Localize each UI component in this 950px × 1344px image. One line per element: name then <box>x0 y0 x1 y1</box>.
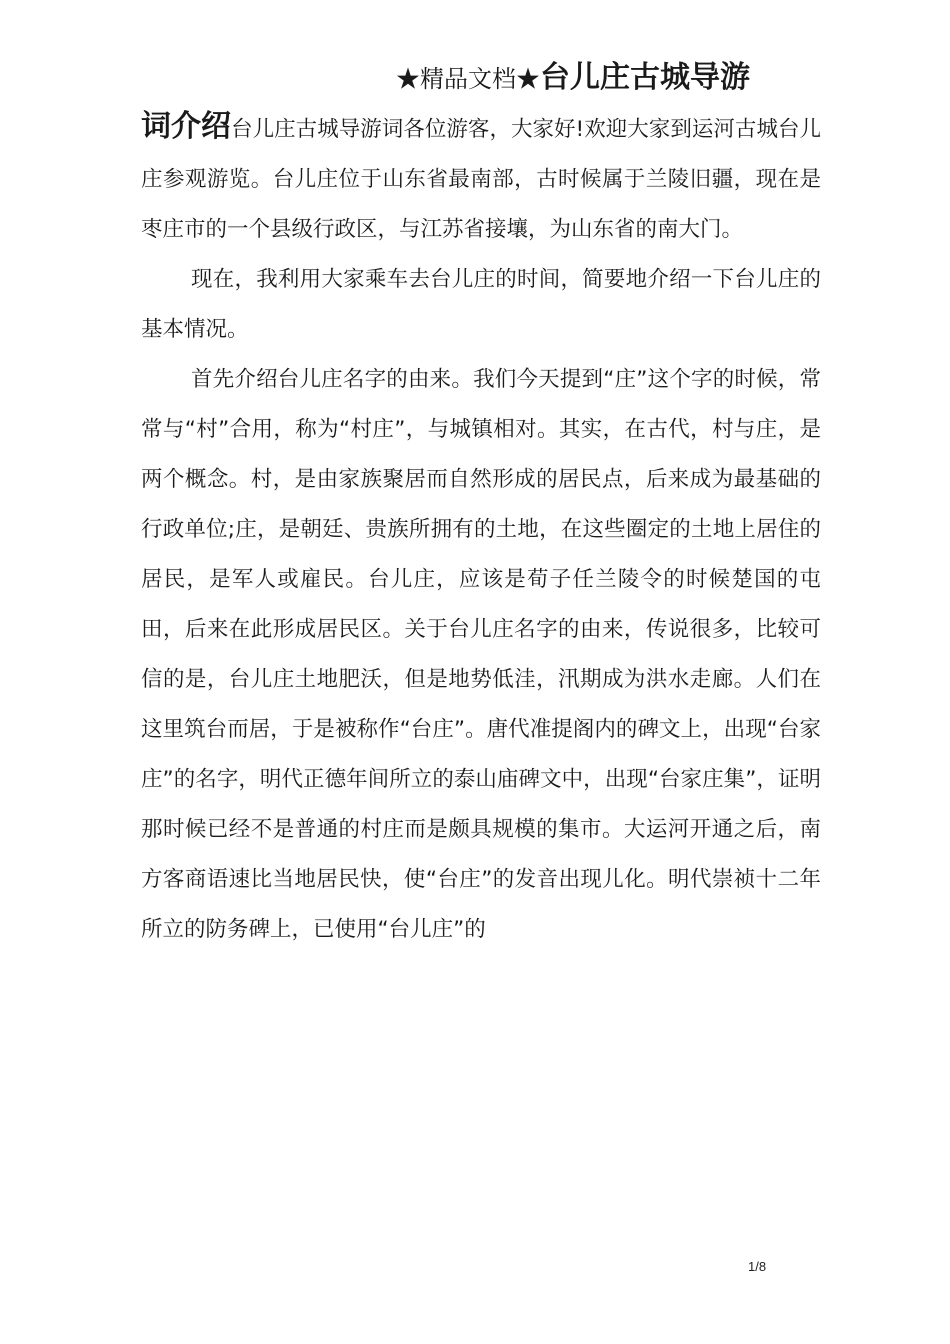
document-title-line <box>396 56 836 104</box>
paragraph-name-origin: 首先介绍台儿庄名字的由来。我们今天提到“庄”这个字的时候，常常与“村”合用，称为“村庄”，与城镇相对。其实，在古代，村与庄，是两个概念。村，是由家族聚居而自然形成的居民点，后来成为最基础的行政单位;庄，是朝廷、贵族所拥有的土地，在这些圈定的土地上居住的居民，是军人或雇民。台儿庄，应该是荀子任兰陵令的时候楚国的屯田，后来在此形成居民区。关于台儿庄名字的由来，传说很多，比较可信的是，台儿庄土地肥沃，但是地势低洼，汛期成为洪水走廊。人们在这里筑台而居，于是被称作“台庄”。唐代准提阁内的碑文上，出现“台家庄”的名字，明代正德年间所立的泰山庙碑文中，出现“台家庄集”，证明那时候已经不是普通的村庄而是颇具规模的集市。大运河开通之后，南方客商语速比当地居民快，使“台庄”的发音出现儿化。明代崇祯十二年所立的防务碑上，已使用“台儿庄”的 <box>141 367 821 942</box>
document-title-continued: 词介绍 <box>141 109 232 144</box>
document-title: 台儿庄古城导游 <box>540 60 750 95</box>
paragraph-intro-text: 台儿庄古城导游词各位游客，大家好!欢迎大家到运河古城台儿庄参观游览。台儿庄位于山东省最南部，古时候属于兰陵旧疆，现在是枣庄市的一个县级行政区，与江苏省接壤，为山东省的南大门。 <box>141 117 822 242</box>
paragraph-intro <box>141 102 821 255</box>
paragraph-overview: 现在，我利用大家乘车去台儿庄的时间，简要地介绍一下台儿庄的基本情况。 <box>141 267 821 342</box>
quality-badge-text: ★精品文档★ <box>396 65 540 93</box>
document-body <box>141 102 821 955</box>
page-number: 1/8 <box>748 1259 767 1274</box>
